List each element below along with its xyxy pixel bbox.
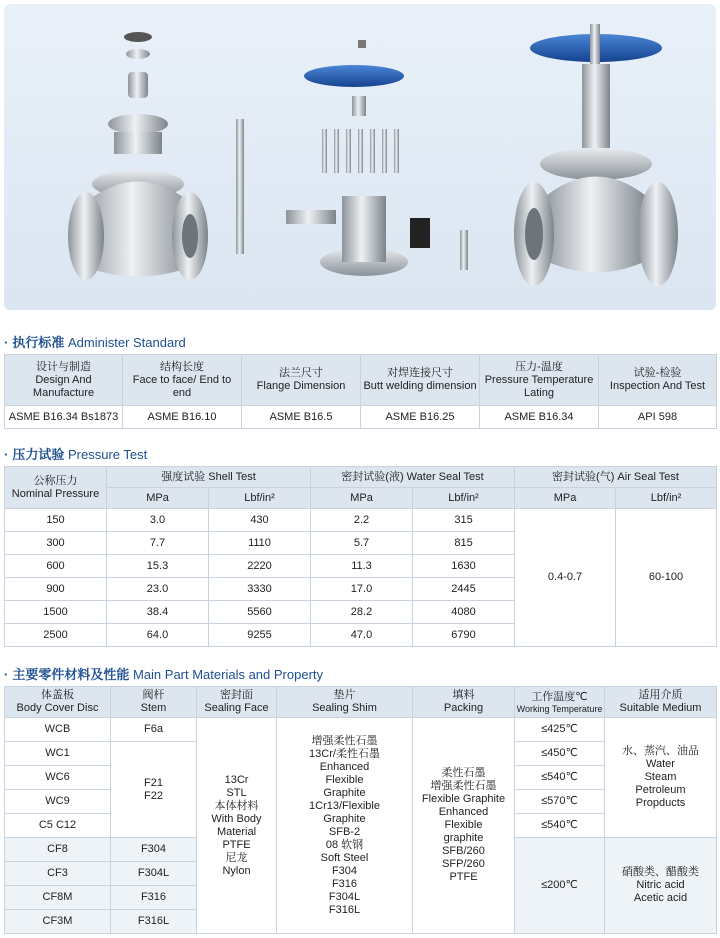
cell-medium-acid: 硝酸类、醋酸类 Nitric acid Acetic acid xyxy=(605,838,717,934)
cell-shell-mpa: 15.3 xyxy=(107,555,209,578)
section-title-cn: 压力试验 xyxy=(12,447,65,462)
valve-illustration xyxy=(4,4,716,310)
cell-medium-water: 水、蒸汽、油品 Water Steam Petroleum Propducts xyxy=(605,718,717,838)
section-title-en: Administer Standard xyxy=(67,335,186,350)
header-sealing-face: 密封面 Sealing Face xyxy=(197,687,277,718)
value-flange: ASME B16.5 xyxy=(242,406,361,429)
section-title-en: Main Part Materials and Property xyxy=(132,667,324,682)
pressure-header-row-1 xyxy=(5,467,717,488)
valve-exploded-view xyxy=(4,4,716,310)
header-lbf: Lbf/in² xyxy=(616,488,717,509)
cell-air-mpa: 0.4-0.7 xyxy=(515,509,616,647)
cell-body: CF3 xyxy=(5,862,111,886)
section-title-cn: 执行标准 xyxy=(12,335,65,350)
header-lbf: Lbf/in² xyxy=(209,488,311,509)
section-title-standard xyxy=(4,332,186,351)
bullet-icon: · xyxy=(4,447,9,462)
value-pressure-temp: ASME B16.34 xyxy=(480,406,599,429)
pressure-table xyxy=(4,466,717,647)
cell-water-lbf: 1630 xyxy=(413,555,515,578)
header-mpa: MPa xyxy=(107,488,209,509)
standard-header-row xyxy=(5,355,717,406)
cell-temperature: ≤570℃ xyxy=(515,790,605,814)
cell-shell-lbf: 430 xyxy=(209,509,311,532)
header-stem: 阀杆 Stem xyxy=(111,687,197,718)
cell-stem-f21: F21 F22 xyxy=(111,742,197,838)
standard-value-row xyxy=(5,406,717,429)
cell-water-lbf: 315 xyxy=(413,509,515,532)
header-sealing-shim: 垫片 Sealing Shim xyxy=(277,687,413,718)
header-flange: 法兰尺寸 Flange Dimension xyxy=(242,355,361,406)
cell-water-mpa: 2.2 xyxy=(311,509,413,532)
cell-shell-mpa: 3.0 xyxy=(107,509,209,532)
cell-shell-lbf: 5560 xyxy=(209,601,311,624)
cell-body: C5 C12 xyxy=(5,814,111,838)
cell-nominal: 1500 xyxy=(5,601,107,624)
table-row xyxy=(5,509,717,532)
header-face-to-face: 结构长度 Face to face/ End to end xyxy=(123,355,242,406)
header-butt-welding: 对焊连接尺寸 Butt welding dimension xyxy=(361,355,480,406)
bullet-icon: · xyxy=(4,667,9,682)
cell-body: WC1 xyxy=(5,742,111,766)
header-air-seal: 密封试验(气) Air Seal Test xyxy=(515,467,717,488)
cell-body: CF8 xyxy=(5,838,111,862)
standard-table xyxy=(4,354,717,429)
cell-nominal: 150 xyxy=(5,509,107,532)
cell-water-lbf: 4080 xyxy=(413,601,515,624)
cell-body: WC6 xyxy=(5,766,111,790)
cell-shell-lbf: 9255 xyxy=(209,624,311,647)
header-inspection: 试验-检验 Inspection And Test xyxy=(599,355,717,406)
header-nominal-pressure: 公称压力 Nominal Pressure xyxy=(5,467,107,509)
table-row xyxy=(5,718,717,742)
cell-temperature: ≤450℃ xyxy=(515,742,605,766)
header-temperature: 工作温度℃ Working Temperature xyxy=(515,687,605,718)
cell-stem: F304L xyxy=(111,862,197,886)
cell-water-mpa: 5.7 xyxy=(311,532,413,555)
header-mpa: MPa xyxy=(311,488,413,509)
cell-water-mpa: 11.3 xyxy=(311,555,413,578)
cell-sealing-shim: 增强柔性石墨 13Cr/柔性石墨 Enhanced Flexible Graphite 1Cr13/Flexible Graphite SFB-2 08 软钢 Soft Steel F304 F316 F304L F316L xyxy=(277,718,413,934)
header-packing: 填料 Packing xyxy=(413,687,515,718)
header-mpa: MPa xyxy=(515,488,616,509)
cell-body: WC9 xyxy=(5,790,111,814)
materials-table xyxy=(4,686,717,934)
cell-nominal: 900 xyxy=(5,578,107,601)
cell-body: CF8M xyxy=(5,886,111,910)
value-design: ASME B16.34 Bs1873 xyxy=(5,406,123,429)
cell-temperature: ≤425℃ xyxy=(515,718,605,742)
header-body: 体盖板 Body Cover Disc xyxy=(5,687,111,718)
cell-body: CF3M xyxy=(5,910,111,934)
cell-stem: F316 xyxy=(111,886,197,910)
cell-shell-lbf: 3330 xyxy=(209,578,311,601)
cell-nominal: 300 xyxy=(5,532,107,555)
cell-temperature-ss: ≤200℃ xyxy=(515,838,605,934)
cell-shell-mpa: 64.0 xyxy=(107,624,209,647)
value-inspection: API 598 xyxy=(599,406,717,429)
cell-stem: F6a xyxy=(111,718,197,742)
header-pressure-temp: 压力-温度 Pressure Temperature Lating xyxy=(480,355,599,406)
header-medium: 适用介质 Suitable Medium xyxy=(605,687,717,718)
cell-water-mpa: 17.0 xyxy=(311,578,413,601)
cell-shell-mpa: 23.0 xyxy=(107,578,209,601)
header-lbf: Lbf/in² xyxy=(413,488,515,509)
header-water-seal: 密封试验(液) Water Seal Test xyxy=(311,467,515,488)
value-butt-welding: ASME B16.25 xyxy=(361,406,480,429)
cell-water-mpa: 28.2 xyxy=(311,601,413,624)
cell-air-lbf: 60-100 xyxy=(616,509,717,647)
cell-water-lbf: 2445 xyxy=(413,578,515,601)
section-title-materials xyxy=(4,664,323,683)
cell-nominal: 600 xyxy=(5,555,107,578)
cell-stem: F316L xyxy=(111,910,197,934)
cell-shell-lbf: 1110 xyxy=(209,532,311,555)
cell-temperature: ≤540℃ xyxy=(515,766,605,790)
header-shell-test: 强度试验 Shell Test xyxy=(107,467,311,488)
cell-water-mpa: 47.0 xyxy=(311,624,413,647)
section-title-pressure xyxy=(4,444,147,463)
cell-temperature: ≤540℃ xyxy=(515,814,605,838)
cell-water-lbf: 6790 xyxy=(413,624,515,647)
cell-shell-mpa: 38.4 xyxy=(107,601,209,624)
header-design: 设计与制造 Design And Manufacture xyxy=(5,355,123,406)
bullet-icon: · xyxy=(4,335,9,350)
pressure-header-row-2 xyxy=(5,488,717,509)
cell-stem: F304 xyxy=(111,838,197,862)
section-title-en: Pressure Test xyxy=(67,447,148,462)
cell-packing: 柔性石墨 增强柔性石墨 Flexible Graphite Enhanced Flexible graphite SFB/260 SFP/260 PTFE xyxy=(413,718,515,934)
cell-shell-lbf: 2220 xyxy=(209,555,311,578)
cell-sealing-face: 13Cr STL 本体材料 With Body Material PTFE 尼龙 Nylon xyxy=(197,718,277,934)
section-title-cn: 主要零件材料及性能 xyxy=(12,667,130,682)
cell-shell-mpa: 7.7 xyxy=(107,532,209,555)
cell-water-lbf: 815 xyxy=(413,532,515,555)
value-face-to-face: ASME B16.10 xyxy=(123,406,242,429)
materials-header-row xyxy=(5,687,717,718)
cell-nominal: 2500 xyxy=(5,624,107,647)
cell-body: WCB xyxy=(5,718,111,742)
